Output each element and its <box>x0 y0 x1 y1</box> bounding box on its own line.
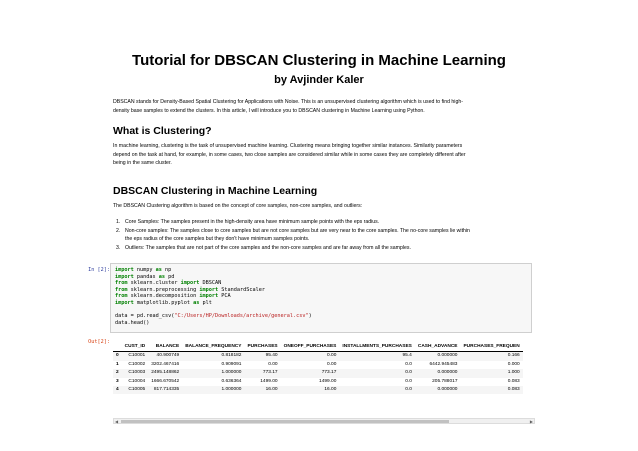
code-token: sklearn.decomposition <box>127 293 200 300</box>
dbscan-sample-types-list <box>113 218 533 252</box>
column-header <box>113 343 122 352</box>
row-index: 4 <box>113 386 122 394</box>
table-cell: C10004 <box>128 378 146 384</box>
table-cell: 1666.670542 <box>151 378 180 384</box>
table-cell: 1.000 <box>460 369 522 377</box>
table-cell: C10003 <box>122 369 149 377</box>
table-cell: 0.00 <box>281 352 340 361</box>
table-cell: C10005 <box>122 386 149 394</box>
code-token: import <box>115 299 134 306</box>
scroll-left-arrow-icon[interactable]: ◀ <box>115 419 119 424</box>
code-token: from <box>115 293 128 300</box>
code-token: import <box>115 273 134 280</box>
code-token: "C:/Users/HP/Downloads/archive/general.csv" <box>174 313 309 320</box>
list-item-number: 2. <box>116 227 121 234</box>
clustering-line: being in the same cluster. <box>113 160 172 167</box>
table-cell: 0.0 <box>339 369 414 377</box>
intro-paragraph <box>113 98 533 115</box>
clustering-line: In machine learning, clustering is the task of unsupervised machine learning. Clustering means bringing together similar instances. Similarity parameters <box>113 143 463 149</box>
table-cell: 95.40 <box>244 352 280 361</box>
heading-what-is-clustering: What is Clustering? <box>113 125 212 137</box>
table-cell: 0.000000 <box>415 369 461 377</box>
column-header: ONEOFF_PURCHASES <box>281 343 340 352</box>
table-cell: 0.0 <box>405 378 412 384</box>
code-line <box>115 287 527 294</box>
output-prompt: Out[2]: <box>88 339 110 345</box>
row-index: 2 <box>113 369 122 377</box>
code-token: pd <box>165 273 175 280</box>
table-cell: 95.4 <box>339 352 414 361</box>
table-row <box>113 361 523 369</box>
table-cell: 1.000000 <box>182 386 244 394</box>
intro-line: density base samples to extend the clusters. In this article, I will introduce you to DBSCAN clustering in Machine Learning using Python. <box>113 107 425 114</box>
code-token: sklearn.cluster <box>127 280 181 287</box>
page-title: Tutorial for DBSCAN Clustering in Machine Learning <box>132 52 506 69</box>
table-cell: 16.00 <box>244 386 280 394</box>
column-header: BALANCE <box>148 343 182 352</box>
code-line <box>115 267 527 274</box>
code-token: import <box>180 280 200 287</box>
code-line <box>115 274 527 281</box>
table-cell: 0.00 <box>268 361 278 367</box>
table-cell: 0.00 <box>327 361 337 367</box>
table-cell: C10002 <box>128 361 146 367</box>
table-cell: 0.166 <box>460 352 522 361</box>
code-token: StandardScaler <box>218 286 265 293</box>
code-token: DBSCAN <box>199 280 222 287</box>
code-token: pandas <box>133 273 159 280</box>
code-line <box>115 307 527 314</box>
list-item-number: 3. <box>116 244 121 251</box>
scroll-right-arrow-icon[interactable]: ▶ <box>529 419 533 424</box>
table-cell: 0.0 <box>405 361 412 367</box>
table-cell: 1.000000 <box>182 369 244 377</box>
column-header: PURCHASES_FREQUEN <box>460 343 522 352</box>
horizontal-scrollbar[interactable] <box>113 418 535 424</box>
column-header: BALANCE_FREQUENCY <box>182 343 244 352</box>
list-item <box>113 244 533 253</box>
dbscan-lead: The DBSCAN Clustering algorithm is based on the concept of core samples, non-core samples, and outliers: <box>113 203 363 209</box>
table-cell: 6442.945483 <box>429 361 458 367</box>
table-cell: 0.000000 <box>415 352 461 361</box>
table-cell: 0.818182 <box>182 352 244 361</box>
code-token: as <box>155 267 162 273</box>
list-item-text: the eps radius of the core samples but they don't have minimum samples points. <box>125 236 310 243</box>
table-cell: 16.00 <box>281 386 340 394</box>
clustering-paragraph <box>113 142 533 168</box>
table-cell: 0.636364 <box>221 378 242 384</box>
code-token: from <box>115 286 128 293</box>
table-row <box>113 378 523 386</box>
code-line <box>115 300 527 307</box>
table-cell: 40.900749 <box>148 352 182 361</box>
table-row <box>113 369 523 377</box>
table-cell: 0.083 <box>460 386 522 394</box>
column-header: CUST_ID <box>122 343 149 352</box>
code-cell-editor[interactable] <box>110 263 532 333</box>
code-token: sklearn.preprocessing <box>127 286 200 293</box>
dataframe-output <box>113 343 535 417</box>
table-row <box>113 386 523 394</box>
heading-dbscan: DBSCAN Clustering in Machine Learning <box>113 185 318 197</box>
table-cell: 0.0 <box>339 386 414 394</box>
table-cell: 205.788017 <box>432 378 458 384</box>
table-cell: 0.000 <box>507 361 520 367</box>
list-item <box>113 218 533 227</box>
code-token: np <box>161 267 172 273</box>
list-item <box>113 227 533 244</box>
column-header: PURCHASES <box>244 343 280 352</box>
table-cell: 773.17 <box>244 369 280 377</box>
code-token: import <box>199 293 219 300</box>
list-item-text: Core Samples: The samples present in the high-density area have minimum sample points with the eps radius. <box>125 219 380 225</box>
code-line <box>115 293 527 300</box>
code-token: plt <box>199 299 212 306</box>
list-item-text: Outliers: The samples that are not part of the core samples and the non-core samples and are far away from all the samples. <box>125 244 411 251</box>
column-header: INSTALLMENTS_PURCHASES <box>339 343 414 352</box>
code-line <box>115 313 527 320</box>
code-token: data.head() <box>115 319 150 326</box>
code-token: data = pd.read_csv( <box>115 313 175 320</box>
clustering-line: depend on the task at hand, for example, in some cases, two close samples are considered similar while in some cases they are completely different after <box>113 151 466 158</box>
code-token: ) <box>308 313 312 320</box>
table-cell: 817.714335 <box>148 386 182 394</box>
list-item-text: Non-core samples: The samples close to core samples but are not core samples but are very near to the core samples. The no-core samples lie within <box>125 227 470 234</box>
code-token: import <box>115 267 134 273</box>
table-cell: 1499.00 <box>260 378 278 384</box>
code-line <box>115 320 527 327</box>
code-token: import <box>199 286 219 293</box>
dataframe-table <box>113 343 523 394</box>
list-item-number: 1. <box>116 219 121 225</box>
code-token: matplotlib.pyplot <box>133 299 194 306</box>
table-cell: 2495.148862 <box>148 369 182 377</box>
code-token: numpy <box>133 267 156 273</box>
table-header-row <box>113 343 523 352</box>
table-cell: 0.909091 <box>221 361 242 367</box>
code-token: PCA <box>218 293 231 300</box>
table-cell: 0.083 <box>507 378 520 384</box>
row-index: 0 <box>113 352 122 361</box>
table-cell: 0.000000 <box>415 386 461 394</box>
table-cell: 773.17 <box>281 369 340 377</box>
code-line <box>115 280 527 287</box>
intro-line: DBSCAN stands for Density-Based Spatial Clustering for Applications with Noise. This is an unsupervised clustering algorithm which is used to find high- <box>113 99 463 105</box>
code-token: from <box>115 280 128 287</box>
table-cell: 3202.467416 <box>151 361 180 367</box>
table-cell: C10001 <box>122 352 149 361</box>
column-header: CASH_ADVANCE <box>415 343 461 352</box>
row-index: 1 <box>116 361 119 367</box>
input-prompt: In [2]: <box>88 267 110 273</box>
table-row <box>113 352 523 361</box>
row-index: 3 <box>116 378 119 384</box>
code-token: as <box>193 299 200 306</box>
code-token: as <box>158 273 165 280</box>
table-cell: 1499.00 <box>319 378 337 384</box>
scrollbar-thumb[interactable] <box>121 420 449 423</box>
page-byline: by Avjinder Kaler <box>274 74 364 86</box>
